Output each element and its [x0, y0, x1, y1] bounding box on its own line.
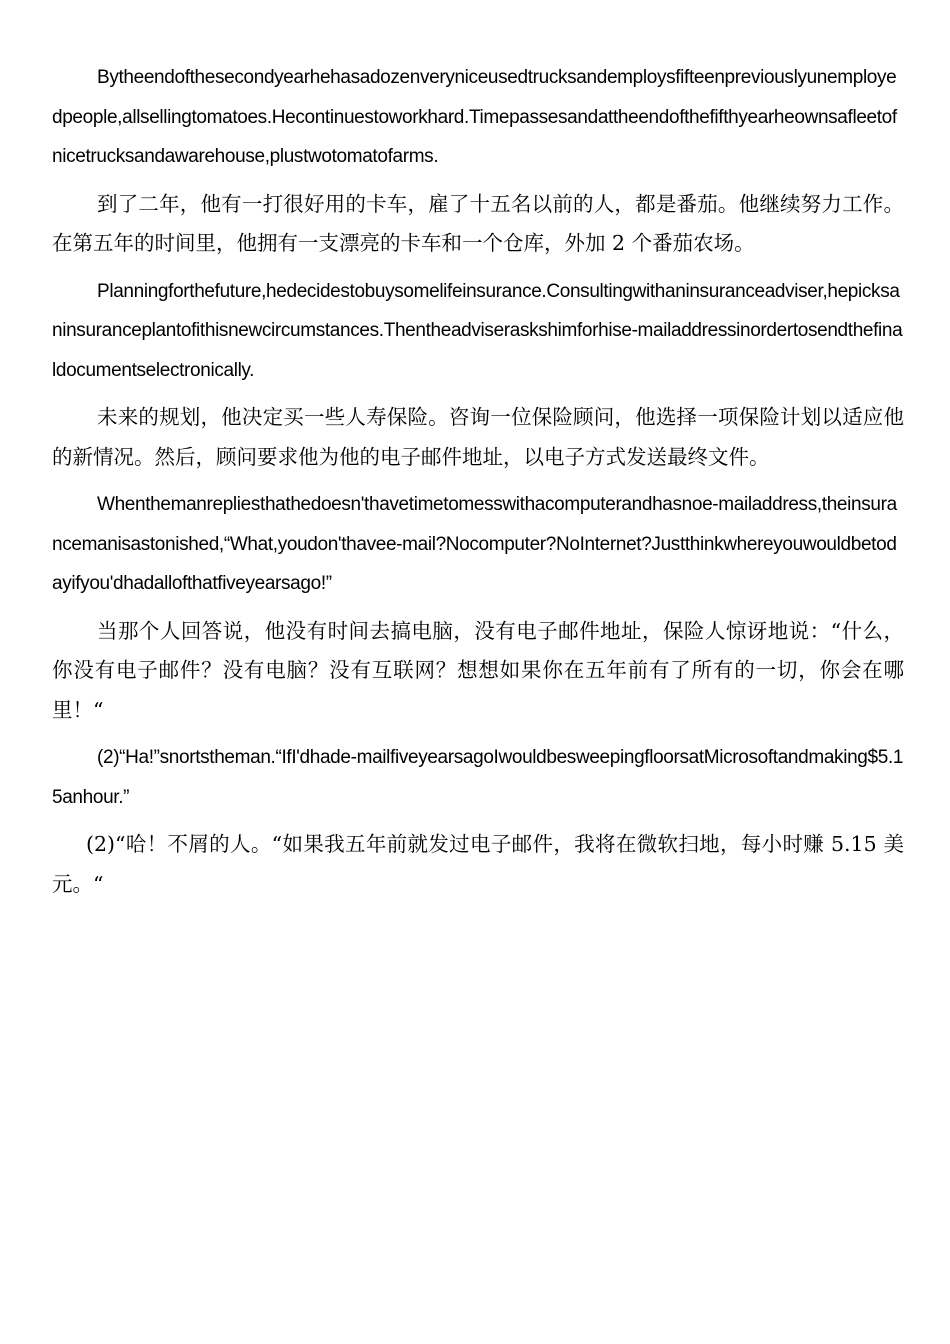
document-page — [52, 58, 904, 912]
paragraph-english-1: Bytheendofthesecondyearhehasadozenveryniceusedtrucksandemploysfifteenpreviouslyunemployedpeople,allsellingtomatoes.Hecontinuestoworkhard.Timepassesandattheendofthefifthyearheownsafleetofnicetrucksandawarehouse,plustwotomatofarms. — [52, 67, 897, 167]
paragraph-english-4: (2)“Ha!”snortstheman.“IfI'dhade-mailfiveyearsagoIwouldbesweepingfloorsatMicrosoftandmaking$5.15anhour.” — [52, 747, 904, 808]
paragraph-chinese-1: 到了二年，他有一打很好用的卡车，雇了十五名以前的人，都是番茄。他继续努力工作。在第五年的时间里，他拥有一支漂亮的卡车和一个仓库，外加 2 个番茄农场。 — [52, 191, 904, 255]
paragraph-chinese-3: 当那个人回答说，他没有时间去搞电脑，没有电子邮件地址，保险人惊讶地说：“什么，你没有电子邮件？没有电脑？没有互联网？想想如果你在五年前有了所有的一切，你会在哪里！“ — [52, 618, 904, 722]
paragraph-chinese-2: 未来的规划，他决定买一些人寿保险。咨询一位保险顾问，他选择一项保险计划以适应他的新情况。然后，顾问要求他为他的电子邮件地址，以电子方式发送最终文件。 — [52, 405, 904, 469]
paragraph-chinese-4: (2)“哈！不屑的人。“如果我五年前就发过电子邮件，我将在微软扫地，每小时赚 5.15 美元。“ — [52, 832, 904, 896]
paragraph-english-2: Planningforthefuture,hedecidestobuysomelifeinsurance.Consultingwithaninsuranceadviser,hepicksaninsuranceplantofithisnewcircumstances.Thentheadviseraskshimforhise-mailaddressinordertosendthefinaldocumentselectronically. — [52, 280, 903, 381]
paragraph-english-3: Whenthemanrepliesthathedoesn'thavetimetomesswithacomputerandhasnoe-mailaddress,theinsurancemanisastonished,“What,youdon'thavee-mail?Nocomputer?NoInternet?Justthinkwhereyouwouldbetodayifyou'dhadallofthatfiveyearsago!” — [52, 494, 897, 594]
